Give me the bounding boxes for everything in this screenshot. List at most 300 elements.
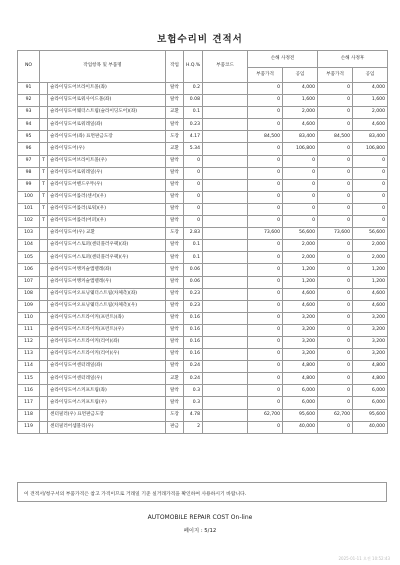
row-hq: 0.06 xyxy=(184,276,203,288)
row-before-labor: 40,000 xyxy=(283,421,318,433)
row-hq: 0.1 xyxy=(184,240,203,252)
row-before-part-price: 0 xyxy=(248,95,283,107)
row-before-labor: 4,600 xyxy=(283,288,318,300)
row-before-labor: 3,200 xyxy=(283,312,318,324)
row-part-code xyxy=(203,324,248,336)
row-item-name: 슬라이딩도어롤러(로워)(우) xyxy=(48,203,166,215)
row-after-part-price: 0 xyxy=(318,397,353,409)
table-row xyxy=(18,373,388,385)
row-flag xyxy=(40,143,48,155)
row-part-code xyxy=(203,421,248,433)
row-before-part-price: 73,600 xyxy=(248,228,283,240)
row-no: 93 xyxy=(18,107,40,119)
row-no: 114 xyxy=(18,361,40,373)
row-no: 106 xyxy=(18,264,40,276)
row-flag xyxy=(40,300,48,312)
row-after-labor: 83,400 xyxy=(353,131,388,143)
row-no: 104 xyxy=(18,240,40,252)
row-hq: 0.16 xyxy=(184,312,203,324)
row-after-part-price: 0 xyxy=(318,361,353,373)
row-no: 100 xyxy=(18,191,40,203)
table-row xyxy=(18,336,388,348)
row-work-type: 도장 xyxy=(166,409,184,421)
row-part-code xyxy=(203,228,248,240)
row-before-labor: 0 xyxy=(283,191,318,203)
row-before-part-price: 0 xyxy=(248,397,283,409)
header-before-labor: 공임 xyxy=(283,68,318,83)
row-before-part-price: 0 xyxy=(248,83,283,95)
document-title: 보험수리비 견적서 xyxy=(157,34,243,45)
row-before-part-price: 0 xyxy=(248,179,283,191)
price-notice: 이 견적서/청구서의 부품가격은 참고 가격이므로 거래일 기준 실거래가격을 확인하여 사용하시기 바랍니다. xyxy=(17,482,387,502)
row-hq: 0.1 xyxy=(184,107,203,119)
row-work-type: 탈착 xyxy=(166,119,184,131)
row-after-labor: 4,800 xyxy=(353,361,388,373)
row-part-code xyxy=(203,252,248,264)
row-no: 96 xyxy=(18,143,40,155)
row-item-name: 슬라이딩도어브라이트몰(우) xyxy=(48,155,166,167)
estimate-table xyxy=(17,50,388,434)
row-part-code xyxy=(203,95,248,107)
table-row xyxy=(18,276,388,288)
row-flag: T xyxy=(40,167,48,179)
row-flag xyxy=(40,95,48,107)
table-row xyxy=(18,131,388,143)
table-row xyxy=(18,264,388,276)
row-before-labor: 1,600 xyxy=(283,95,318,107)
row-part-code xyxy=(203,203,248,215)
row-flag xyxy=(40,276,48,288)
row-before-part-price: 62,700 xyxy=(248,409,283,421)
row-part-code xyxy=(203,240,248,252)
row-after-labor: 106,800 xyxy=(353,143,388,155)
row-after-part-price: 0 xyxy=(318,276,353,288)
row-item-name: 슬라이딩도어(우) 교환 xyxy=(48,228,166,240)
table-row xyxy=(18,421,388,433)
table-row xyxy=(18,216,388,228)
row-before-part-price: 0 xyxy=(248,155,283,167)
row-before-part-price: 0 xyxy=(248,107,283,119)
row-item-name: 슬라이딩도어(우) xyxy=(48,143,166,155)
row-after-labor: 1,200 xyxy=(353,276,388,288)
row-part-code xyxy=(203,349,248,361)
row-hq: 0.16 xyxy=(184,336,203,348)
row-hq: 0.16 xyxy=(184,324,203,336)
row-after-labor: 0 xyxy=(353,167,388,179)
row-item-name: 슬라이딩도어스트라이커(리어)(좌) xyxy=(48,336,166,348)
row-flag: T xyxy=(40,203,48,215)
row-item-name: 슬라이딩도어스토퍼(센터플러우팩)(좌) xyxy=(48,240,166,252)
row-part-code xyxy=(203,300,248,312)
row-no: 102 xyxy=(18,216,40,228)
header-work: 작업 xyxy=(166,51,184,83)
row-work-type: 탈착 xyxy=(166,252,184,264)
row-no: 92 xyxy=(18,95,40,107)
table-row xyxy=(18,349,388,361)
row-no: 112 xyxy=(18,336,40,348)
row-after-part-price: 73,600 xyxy=(318,228,353,240)
row-item-name: 센터필러(우) 표면판금도장 xyxy=(48,409,166,421)
row-flag: T xyxy=(40,179,48,191)
row-before-part-price: 0 xyxy=(248,119,283,131)
table-row xyxy=(18,300,388,312)
row-flag xyxy=(40,119,48,131)
row-after-labor: 2,000 xyxy=(353,240,388,252)
row-item-name: 슬라이딩도어로워사이드몰(좌) xyxy=(48,95,166,107)
table-row xyxy=(18,361,388,373)
table-row xyxy=(18,385,388,397)
row-before-labor: 0 xyxy=(283,167,318,179)
row-item-name: 슬라이딩도어스커프트림(우) xyxy=(48,397,166,409)
row-before-part-price: 0 xyxy=(248,421,283,433)
row-part-code xyxy=(203,336,248,348)
row-flag xyxy=(40,324,48,336)
row-part-code xyxy=(203,179,248,191)
row-no: 105 xyxy=(18,252,40,264)
table-row xyxy=(18,252,388,264)
table-row xyxy=(18,228,388,240)
row-flag xyxy=(40,288,48,300)
row-after-part-price: 0 xyxy=(318,252,353,264)
row-after-labor: 3,200 xyxy=(353,312,388,324)
row-no: 116 xyxy=(18,385,40,397)
row-item-name: 슬라이딩도어웨더스트립(슬라이딩도어)(좌) xyxy=(48,107,166,119)
row-after-labor: 3,200 xyxy=(353,336,388,348)
row-after-part-price: 0 xyxy=(318,143,353,155)
row-after-labor: 6,000 xyxy=(353,385,388,397)
header-before-assessment: 손해 사정전 xyxy=(248,51,318,68)
row-part-code xyxy=(203,288,248,300)
row-part-code xyxy=(203,409,248,421)
table-row xyxy=(18,191,388,203)
row-before-part-price: 0 xyxy=(248,300,283,312)
row-flag xyxy=(40,252,48,264)
row-hq: 0.3 xyxy=(184,397,203,409)
row-item-name: 슬라이딩도어로워레일(좌) xyxy=(48,119,166,131)
row-part-code xyxy=(203,143,248,155)
row-after-part-price: 0 xyxy=(318,373,353,385)
row-before-part-price: 0 xyxy=(248,276,283,288)
row-after-labor: 4,600 xyxy=(353,288,388,300)
row-hq: 0.1 xyxy=(184,252,203,264)
row-item-name: 슬라이딩도어(좌) 표면판금도장 xyxy=(48,131,166,143)
row-after-part-price: 0 xyxy=(318,385,353,397)
row-hq: 0 xyxy=(184,167,203,179)
row-work-type: 탈착 xyxy=(166,288,184,300)
row-item-name: 슬라이딩도어스트라이커(프런트)(좌) xyxy=(48,312,166,324)
row-work-type: 탈착 xyxy=(166,336,184,348)
row-before-labor: 6,000 xyxy=(283,397,318,409)
row-before-part-price: 0 xyxy=(248,240,283,252)
row-no: 110 xyxy=(18,312,40,324)
row-item-name: 슬라이딩도어오프닝웨더스트립(차체측)(우) xyxy=(48,300,166,312)
row-work-type: 도장 xyxy=(166,228,184,240)
row-after-part-price: 0 xyxy=(318,179,353,191)
row-part-code xyxy=(203,216,248,228)
row-before-labor: 1,200 xyxy=(283,264,318,276)
row-part-code xyxy=(203,276,248,288)
row-before-part-price: 0 xyxy=(248,264,283,276)
row-hq: 5.34 xyxy=(184,143,203,155)
row-item-name: 슬라이딩도어스커프트림(좌) xyxy=(48,385,166,397)
row-after-labor: 3,200 xyxy=(353,349,388,361)
row-before-part-price: 0 xyxy=(248,373,283,385)
row-part-code xyxy=(203,385,248,397)
row-after-labor: 4,600 xyxy=(353,119,388,131)
row-after-part-price: 0 xyxy=(318,119,353,131)
header-no: NO xyxy=(18,51,40,83)
row-no: 94 xyxy=(18,119,40,131)
row-after-part-price: 84,500 xyxy=(318,131,353,143)
row-after-labor: 0 xyxy=(353,203,388,215)
table-row xyxy=(18,95,388,107)
row-item-name: 슬라이딩도어로워레일(우) xyxy=(48,167,166,179)
row-after-part-price: 0 xyxy=(318,155,353,167)
row-after-labor: 95,600 xyxy=(353,409,388,421)
row-before-labor: 3,200 xyxy=(283,336,318,348)
row-item-name: 슬라이딩도어앵커슬앱렐레(우) xyxy=(48,276,166,288)
row-item-name: 슬라이딩도어스트라이커(리어)(우) xyxy=(48,349,166,361)
row-after-part-price: 0 xyxy=(318,83,353,95)
row-hq: 0 xyxy=(184,155,203,167)
row-item-name: 슬라이딩도어센터레일(좌) xyxy=(48,361,166,373)
table-row xyxy=(18,179,388,191)
row-part-code xyxy=(203,191,248,203)
row-after-part-price: 62,700 xyxy=(318,409,353,421)
row-hq: 0.23 xyxy=(184,119,203,131)
header-hq: H.Q.% xyxy=(184,51,203,83)
row-hq: 0.3 xyxy=(184,385,203,397)
row-item-name: 슬라이딩도어센터레일(우) xyxy=(48,373,166,385)
row-no: 103 xyxy=(18,228,40,240)
row-after-labor: 0 xyxy=(353,191,388,203)
row-work-type: 탈착 xyxy=(166,167,184,179)
row-work-type: 탈착 xyxy=(166,191,184,203)
row-before-labor: 0 xyxy=(283,216,318,228)
row-before-part-price: 0 xyxy=(248,167,283,179)
row-item-name: 센터필러어셈블리(우) xyxy=(48,421,166,433)
print-timestamp: 2025-01-11 오전 10:52:43 xyxy=(338,556,390,561)
row-flag xyxy=(40,336,48,348)
row-before-part-price: 0 xyxy=(248,288,283,300)
row-after-labor: 2,000 xyxy=(353,107,388,119)
row-hq: 2 xyxy=(184,421,203,433)
row-item-name: 슬라이딩도어롤러(어퍼)(우) xyxy=(48,216,166,228)
row-before-labor: 0 xyxy=(283,179,318,191)
row-item-name: 슬라이딩도어오프닝웨더스트립(차체측)(좌) xyxy=(48,288,166,300)
table-row xyxy=(18,155,388,167)
row-flag: T xyxy=(40,191,48,203)
header-after-labor: 공임 xyxy=(353,68,388,83)
row-after-labor: 3,200 xyxy=(353,324,388,336)
header-part-code: 부품코드 xyxy=(203,51,248,83)
row-after-part-price: 0 xyxy=(318,191,353,203)
row-after-part-price: 0 xyxy=(318,300,353,312)
row-flag xyxy=(40,312,48,324)
header-after-part-price: 부품가격 xyxy=(318,68,353,83)
row-work-type: 교환 xyxy=(166,373,184,385)
row-hq: 0.23 xyxy=(184,300,203,312)
row-after-part-price: 0 xyxy=(318,95,353,107)
row-after-part-price: 0 xyxy=(318,240,353,252)
table-row xyxy=(18,107,388,119)
row-work-type: 교환 xyxy=(166,107,184,119)
row-flag xyxy=(40,421,48,433)
row-work-type: 탈착 xyxy=(166,276,184,288)
row-work-type: 탈착 xyxy=(166,324,184,336)
row-item-name: 슬라이딩도어스토퍼(센터플러우팩)(우) xyxy=(48,252,166,264)
row-no: 118 xyxy=(18,409,40,421)
row-work-type: 교환 xyxy=(166,143,184,155)
row-before-labor: 3,200 xyxy=(283,324,318,336)
row-before-labor: 56,600 xyxy=(283,228,318,240)
row-before-part-price: 0 xyxy=(248,385,283,397)
row-after-labor: 0 xyxy=(353,155,388,167)
row-hq: 0 xyxy=(184,191,203,203)
row-hq: 0.24 xyxy=(184,361,203,373)
row-after-part-price: 0 xyxy=(318,167,353,179)
row-before-labor: 2,000 xyxy=(283,240,318,252)
row-hq: 0.23 xyxy=(184,288,203,300)
row-part-code xyxy=(203,155,248,167)
header-item: 작업항목 및 부품명 xyxy=(40,51,166,83)
table-row xyxy=(18,409,388,421)
row-after-labor: 4,600 xyxy=(353,300,388,312)
row-before-labor: 2,000 xyxy=(283,107,318,119)
row-work-type: 탈착 xyxy=(166,83,184,95)
row-before-part-price: 0 xyxy=(248,216,283,228)
row-work-type: 탈착 xyxy=(166,155,184,167)
row-no: 115 xyxy=(18,373,40,385)
footer-service-name: AUTOMOBILE REPAIR COST On-line xyxy=(147,514,253,521)
page-number: 페이지 : 5/12 xyxy=(183,528,217,534)
row-before-labor: 4,600 xyxy=(283,300,318,312)
row-item-name: 슬라이딩도어스트라이커(프런트)(우) xyxy=(48,324,166,336)
row-before-part-price: 0 xyxy=(248,252,283,264)
row-before-part-price: 0 xyxy=(248,191,283,203)
row-flag: T xyxy=(40,216,48,228)
row-after-labor: 40,000 xyxy=(353,421,388,433)
row-no: 111 xyxy=(18,324,40,336)
row-before-labor: 0 xyxy=(283,155,318,167)
row-after-labor: 1,600 xyxy=(353,95,388,107)
row-before-labor: 4,800 xyxy=(283,373,318,385)
row-flag xyxy=(40,373,48,385)
row-after-part-price: 0 xyxy=(318,203,353,215)
row-before-labor: 4,800 xyxy=(283,361,318,373)
row-before-labor: 2,000 xyxy=(283,252,318,264)
row-no: 107 xyxy=(18,276,40,288)
row-work-type: 탈착 xyxy=(166,240,184,252)
row-work-type: 탈착 xyxy=(166,264,184,276)
table-row xyxy=(18,288,388,300)
row-work-type: 탈착 xyxy=(166,349,184,361)
row-after-labor: 1,200 xyxy=(353,264,388,276)
row-after-labor: 6,000 xyxy=(353,397,388,409)
table-row xyxy=(18,143,388,155)
row-hq: 0 xyxy=(184,179,203,191)
table-row xyxy=(18,240,388,252)
row-after-labor: 2,000 xyxy=(353,252,388,264)
row-part-code xyxy=(203,312,248,324)
row-before-part-price: 84,500 xyxy=(248,131,283,143)
row-before-labor: 6,000 xyxy=(283,385,318,397)
row-flag xyxy=(40,349,48,361)
row-after-labor: 0 xyxy=(353,216,388,228)
row-before-labor: 0 xyxy=(283,203,318,215)
row-hq: 0.06 xyxy=(184,264,203,276)
table-row xyxy=(18,203,388,215)
table-row xyxy=(18,312,388,324)
row-part-code xyxy=(203,131,248,143)
row-work-type: 탈착 xyxy=(166,312,184,324)
row-before-part-price: 0 xyxy=(248,361,283,373)
row-part-code xyxy=(203,361,248,373)
row-no: 99 xyxy=(18,179,40,191)
row-no: 108 xyxy=(18,288,40,300)
row-before-labor: 83,400 xyxy=(283,131,318,143)
row-before-part-price: 0 xyxy=(248,143,283,155)
row-flag xyxy=(40,240,48,252)
row-hq: 2.83 xyxy=(184,228,203,240)
row-after-part-price: 0 xyxy=(318,264,353,276)
row-part-code xyxy=(203,119,248,131)
row-flag xyxy=(40,264,48,276)
row-hq: 4.17 xyxy=(184,131,203,143)
header-after-assessment: 손해 사정후 xyxy=(318,51,388,68)
row-after-part-price: 0 xyxy=(318,349,353,361)
row-work-type: 탈착 xyxy=(166,216,184,228)
row-no: 117 xyxy=(18,397,40,409)
row-before-labor: 1,200 xyxy=(283,276,318,288)
row-no: 101 xyxy=(18,203,40,215)
row-flag xyxy=(40,228,48,240)
row-work-type: 탈착 xyxy=(166,95,184,107)
row-no: 95 xyxy=(18,131,40,143)
row-before-part-price: 0 xyxy=(248,349,283,361)
row-after-part-price: 0 xyxy=(318,324,353,336)
row-hq: 0 xyxy=(184,216,203,228)
row-hq: 0.2 xyxy=(184,83,203,95)
row-part-code xyxy=(203,264,248,276)
row-after-labor: 56,600 xyxy=(353,228,388,240)
row-flag: T xyxy=(40,155,48,167)
row-after-labor: 0 xyxy=(353,179,388,191)
row-after-part-price: 0 xyxy=(318,107,353,119)
row-before-labor: 4,000 xyxy=(283,83,318,95)
row-work-type: 탈착 xyxy=(166,203,184,215)
row-work-type: 탈착 xyxy=(166,300,184,312)
row-item-name: 슬라이딩도어앵커슬앱렐레(좌) xyxy=(48,264,166,276)
row-part-code xyxy=(203,167,248,179)
row-part-code xyxy=(203,373,248,385)
row-no: 98 xyxy=(18,167,40,179)
row-work-type: 탈착 xyxy=(166,361,184,373)
row-before-labor: 106,800 xyxy=(283,143,318,155)
row-work-type: 탈착 xyxy=(166,385,184,397)
row-before-part-price: 0 xyxy=(248,336,283,348)
row-work-type: 도장 xyxy=(166,131,184,143)
estimate-rows xyxy=(18,83,388,434)
row-no: 109 xyxy=(18,300,40,312)
row-hq: 0.24 xyxy=(184,373,203,385)
row-before-labor: 3,200 xyxy=(283,349,318,361)
table-row xyxy=(18,119,388,131)
row-no: 113 xyxy=(18,349,40,361)
row-flag xyxy=(40,361,48,373)
row-hq: 0.08 xyxy=(184,95,203,107)
row-part-code xyxy=(203,397,248,409)
